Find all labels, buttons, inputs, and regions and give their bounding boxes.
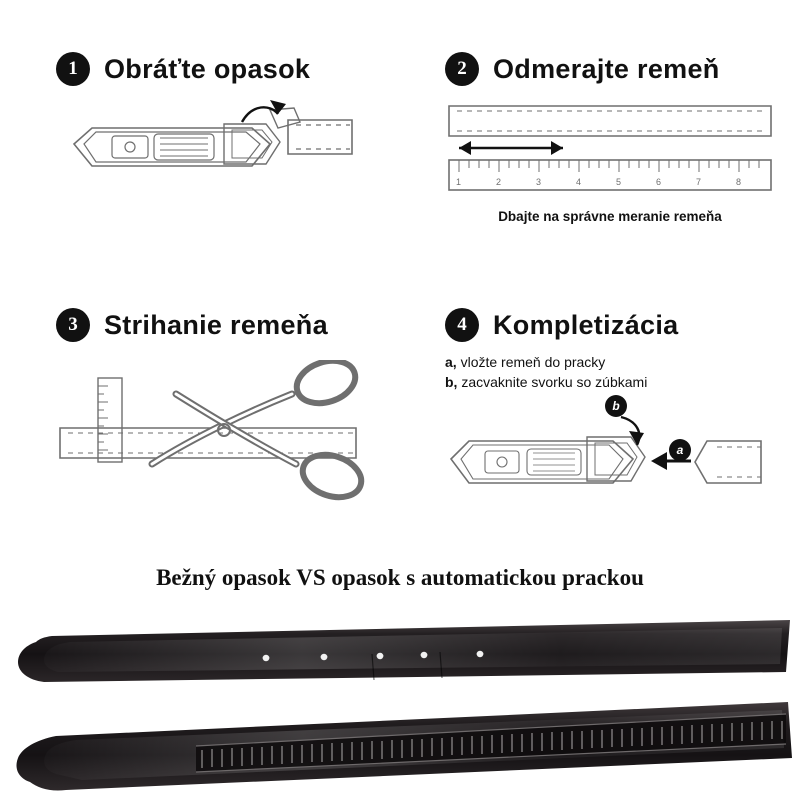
step-1-title: Obráťte opasok [104,53,311,84]
step-3 [56,308,376,520]
step-4-line-a [445,352,765,372]
svg-text:2: 2 [496,177,502,187]
step-3-number-badge: 3 [56,308,90,342]
step-4-header [445,308,765,342]
svg-text:5: 5 [616,177,622,187]
step-4 [445,308,765,527]
label-a-badge: a [669,439,691,461]
step-4-line-b [445,372,765,392]
step-2-caption: Dbajte na správne meranie remeňa [498,209,722,224]
svg-text:1: 1 [456,177,462,187]
plain-leather-belt-with-holes [18,620,790,682]
step-4-line-b-text: zacvaknite svorku so zúbkami [461,374,648,391]
svg-text:8: 8 [736,177,742,187]
step-4-instruction-list [445,352,765,393]
step-4-line-a-marker: a, [445,354,457,370]
step-2-header [445,52,775,86]
label-b-badge: b [605,395,627,417]
comparison-title: Bežný opasok VS opasok s automatickou prackou [156,565,644,590]
step-3-header [56,308,376,342]
step-2-number-badge: 2 [445,52,479,86]
svg-text:6: 6 [656,177,662,187]
step-2 [445,52,775,224]
step-4-line-a-text: vložte remeň do pracky [460,354,606,370]
step-1-number-badge: 1 [56,52,90,86]
belt-strap-ruler-measure-diagram [445,92,775,207]
belt-buckle-flip-diagram [56,92,356,202]
svg-text:3: 3 [536,177,542,187]
step-1-header [56,52,356,86]
step-4-title: Kompletizácia [493,309,679,340]
svg-text:4: 4 [576,177,582,187]
buckle-assembly-diagram [445,397,765,527]
automatic-ratchet-belt-with-teeth [17,702,793,791]
svg-text:7: 7 [696,177,702,187]
scissors-cutting-strap-diagram [56,360,376,520]
step-4-line-b-marker: b, [445,374,458,391]
step-4-number-badge: 4 [445,308,479,342]
step-1 [56,52,356,202]
belt-comparison-images [0,596,800,800]
step-2-title: Odmerajte remeň [493,53,720,84]
step-3-title: Strihanie remeňa [104,309,328,340]
